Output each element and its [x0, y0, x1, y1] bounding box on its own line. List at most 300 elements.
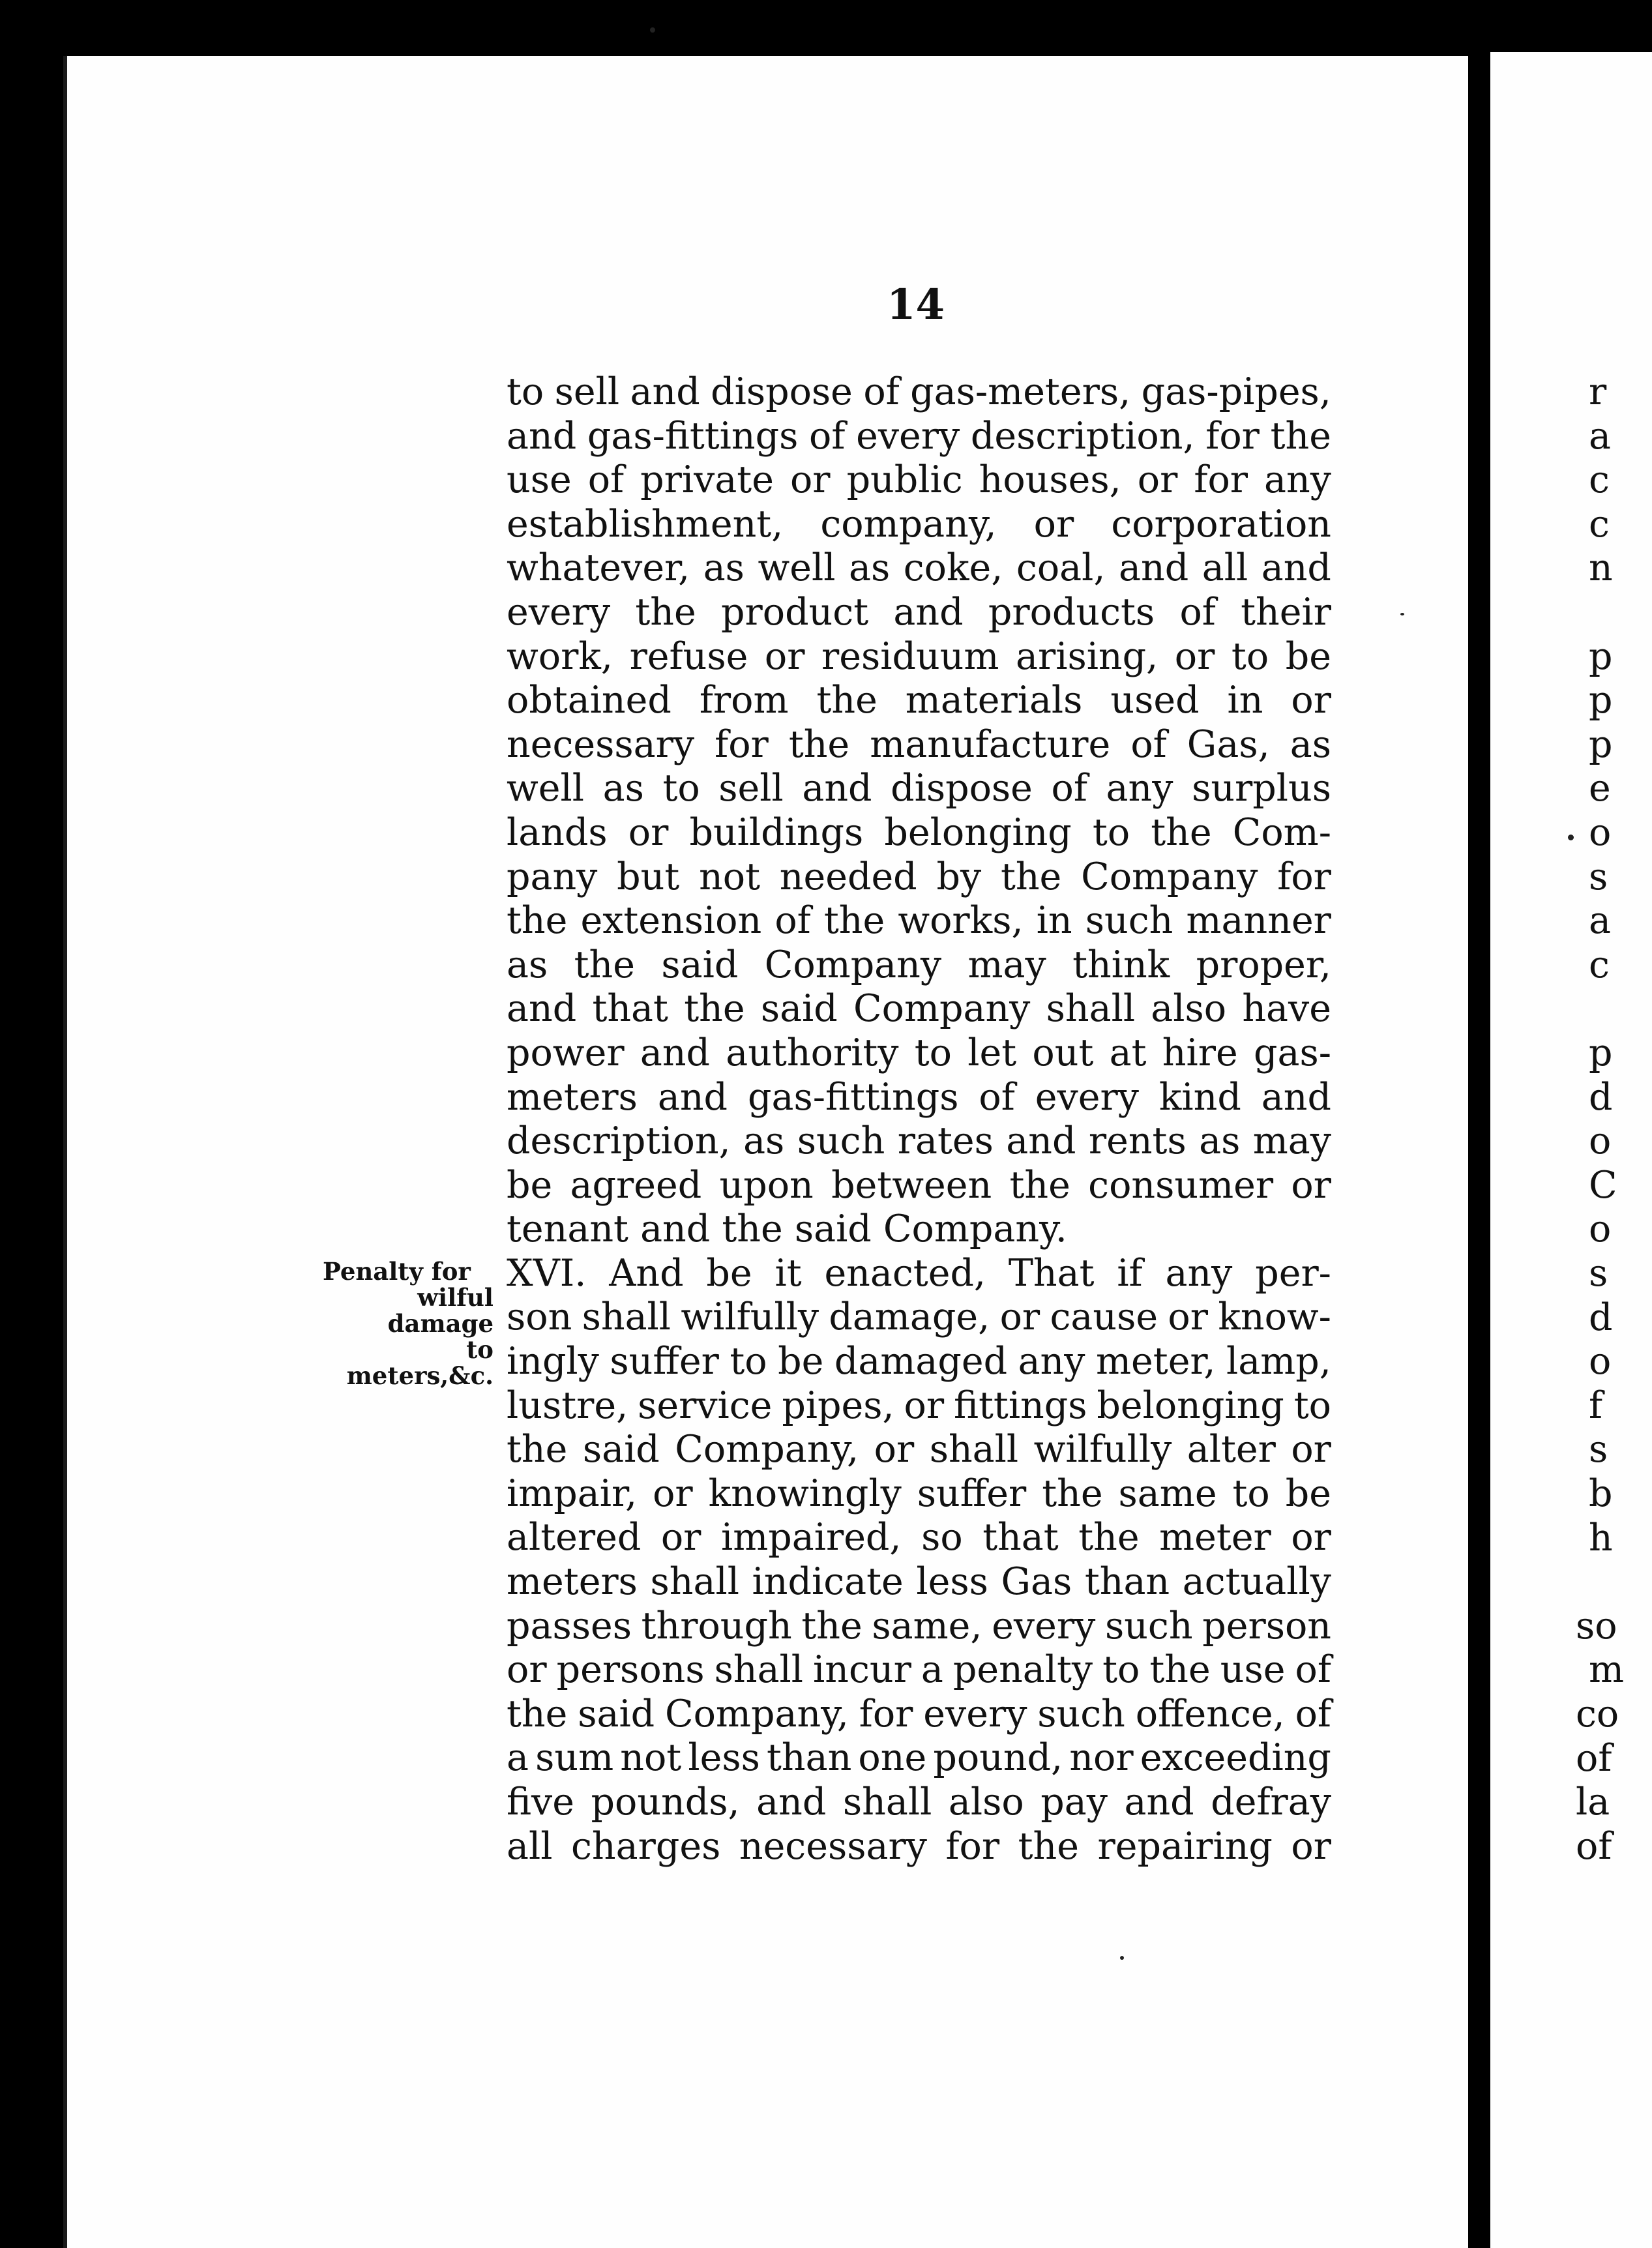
word: whatever,	[507, 546, 690, 590]
word: of	[1295, 1648, 1331, 1692]
text-line	[507, 723, 1331, 767]
word: lamp,	[1226, 1340, 1331, 1383]
next-page-fragment: n	[1589, 546, 1613, 590]
word: or	[628, 810, 669, 854]
word: meter	[1159, 1516, 1271, 1560]
margin-note-line: Penalty for	[323, 1257, 471, 1286]
word: and	[630, 370, 700, 413]
word: establishment,	[507, 502, 784, 546]
word: charges	[570, 1824, 721, 1868]
next-page-fragment: d	[1589, 1295, 1613, 1339]
word: as	[1199, 1119, 1241, 1163]
word: And	[609, 1251, 684, 1295]
word: said	[661, 943, 739, 986]
text-line	[507, 1076, 1331, 1120]
book-page-right-edge	[1490, 52, 1652, 2248]
word: the	[823, 899, 885, 943]
text-line	[507, 1340, 1331, 1384]
word: passes	[507, 1604, 632, 1648]
word: be	[507, 1163, 553, 1207]
word: pipes,	[782, 1383, 894, 1427]
next-page-fragment: o	[1589, 1340, 1612, 1383]
word: as	[743, 1119, 785, 1163]
word: indicate	[752, 1560, 904, 1604]
word: persons	[556, 1648, 705, 1692]
next-page-fragment: p	[1589, 1031, 1613, 1074]
word: through	[641, 1604, 792, 1648]
word: think	[1072, 943, 1170, 986]
word: surplus	[1192, 767, 1331, 810]
text-line	[507, 1384, 1331, 1428]
next-page-fragment: of	[1576, 1824, 1612, 1868]
word: the	[801, 1604, 863, 1648]
word: needed	[779, 855, 917, 898]
word: said	[582, 1428, 660, 1472]
next-page-fragment: r	[1589, 370, 1607, 413]
next-page-fragment: o	[1589, 1207, 1612, 1251]
word: and	[802, 767, 872, 810]
word: wilfully	[681, 1295, 819, 1339]
word: but	[617, 855, 680, 898]
text-line	[507, 987, 1331, 1031]
word: Gas	[1001, 1560, 1072, 1604]
word: gas-	[1253, 1031, 1331, 1074]
word: or	[507, 1648, 547, 1692]
word: Company,	[665, 1692, 849, 1736]
next-page-fragment: la	[1576, 1781, 1610, 1824]
word: than	[766, 1736, 852, 1780]
word: the	[635, 590, 696, 634]
text-line	[507, 1207, 1331, 1252]
word: or	[660, 1516, 701, 1560]
word: Company	[764, 943, 942, 986]
text-line	[507, 1736, 1331, 1781]
text-line	[507, 1031, 1331, 1076]
word: manner	[1186, 899, 1331, 943]
word: agreed	[570, 1163, 702, 1207]
word: the	[816, 679, 878, 722]
word: actually	[1182, 1560, 1331, 1604]
word: person	[1202, 1604, 1331, 1648]
word: their	[1241, 590, 1331, 634]
word: at	[1109, 1031, 1147, 1074]
word: sell	[718, 767, 784, 810]
word: a	[507, 1736, 529, 1780]
text-line	[507, 1516, 1331, 1560]
word: and	[1124, 1781, 1194, 1824]
word: dispose	[891, 767, 1033, 810]
word: fittings	[953, 1383, 1087, 1427]
text-line	[507, 1295, 1331, 1340]
word: belonging	[884, 810, 1072, 854]
word: any	[1264, 458, 1331, 502]
word: hire	[1162, 1031, 1238, 1074]
word: by	[936, 855, 982, 898]
next-page-fragment: of	[1576, 1736, 1612, 1780]
word: not	[699, 855, 760, 898]
text-line	[507, 855, 1331, 900]
text-line-content: tenant and the said Company.	[507, 1207, 1067, 1251]
word: refuse	[629, 634, 748, 678]
word: residuum	[821, 634, 999, 678]
word: a	[921, 1648, 943, 1692]
word: use	[1220, 1648, 1286, 1692]
word: the	[574, 943, 635, 986]
word: same,	[872, 1604, 982, 1648]
word: the	[1078, 1516, 1140, 1560]
word: and	[1119, 546, 1189, 590]
word: in	[1227, 679, 1263, 722]
word: pay	[1040, 1781, 1108, 1824]
word: ingly	[507, 1340, 599, 1383]
word: meters	[507, 1075, 638, 1119]
word: That	[1008, 1251, 1095, 1295]
next-page-fragment: p	[1589, 679, 1613, 722]
word: the	[788, 722, 850, 766]
word: if	[1117, 1251, 1143, 1295]
word: less	[916, 1560, 988, 1604]
next-page-fragment: p	[1589, 634, 1613, 678]
word: said	[578, 1692, 655, 1736]
text-line	[507, 1693, 1331, 1737]
next-page-fragment: c	[1589, 458, 1610, 502]
word: offence,	[1135, 1692, 1285, 1736]
next-page-fragment: p	[1589, 722, 1613, 766]
margin-note	[317, 1258, 494, 1389]
word: every	[1035, 1075, 1139, 1119]
text-line	[507, 591, 1331, 635]
body-text	[507, 370, 1331, 1869]
word: be	[1285, 634, 1331, 678]
next-page-fragment: c	[1589, 502, 1610, 546]
text-line	[507, 1825, 1331, 1869]
word: the	[684, 987, 745, 1031]
word: to	[914, 1031, 952, 1074]
word: obtained	[507, 679, 671, 722]
word: public	[846, 458, 963, 502]
word: repairing	[1097, 1824, 1273, 1868]
word: altered	[507, 1516, 642, 1560]
word: meters	[507, 1560, 638, 1604]
word: Company	[853, 987, 1031, 1031]
word: to	[507, 370, 544, 413]
word: per-	[1255, 1251, 1331, 1295]
word: every	[923, 1692, 1027, 1736]
word: alter	[1187, 1428, 1276, 1472]
text-line	[507, 458, 1331, 503]
word: the	[1270, 414, 1331, 458]
word: coal,	[1016, 546, 1106, 590]
word: coke,	[903, 546, 1003, 590]
next-page-fragment: d	[1589, 1075, 1613, 1119]
word: or	[1291, 1163, 1331, 1207]
word: the	[1000, 855, 1062, 898]
margin-note-line: wilful damage	[387, 1283, 494, 1338]
word: of	[774, 899, 811, 943]
word: Com-	[1232, 810, 1331, 854]
word: wilfully	[1033, 1428, 1172, 1472]
word: than	[1084, 1560, 1170, 1604]
word: and	[657, 1075, 728, 1119]
word: let	[967, 1031, 1017, 1074]
word: pound,	[933, 1736, 1063, 1780]
word: of	[863, 370, 900, 413]
word: be	[1285, 1472, 1331, 1515]
word: to	[1102, 1648, 1140, 1692]
word: from	[699, 679, 789, 722]
scan-speck	[650, 27, 655, 33]
text-line	[507, 943, 1331, 988]
word: XVI.	[507, 1251, 587, 1295]
word: of	[1051, 767, 1087, 810]
word: arising,	[1015, 634, 1158, 678]
word: work,	[507, 634, 613, 678]
word: gas-meters,	[910, 370, 1131, 413]
word: rates	[897, 1119, 994, 1163]
next-page-fragment: C	[1589, 1163, 1617, 1207]
word: meter,	[1096, 1340, 1216, 1383]
word: impaired,	[720, 1516, 902, 1560]
page-number: 14	[887, 280, 945, 329]
word: proper,	[1196, 943, 1331, 986]
text-line	[507, 767, 1331, 811]
word: belonging	[1097, 1383, 1284, 1427]
word: and	[1261, 546, 1331, 590]
word: every	[856, 414, 960, 458]
word: also	[1151, 987, 1227, 1031]
word: and	[1261, 1075, 1331, 1119]
word: necessary	[739, 1824, 927, 1868]
text-line	[507, 1648, 1331, 1693]
word: the	[507, 1428, 568, 1472]
word: products	[988, 590, 1155, 634]
text-line	[507, 370, 1331, 415]
word: service	[638, 1383, 773, 1427]
word: or	[874, 1428, 915, 1472]
word: have	[1242, 987, 1331, 1031]
word: extension	[580, 899, 762, 943]
word: shall	[650, 1560, 739, 1604]
scan-speck	[1120, 1956, 1124, 1960]
word: any	[1018, 1340, 1085, 1383]
word: Company,	[675, 1428, 859, 1472]
word: to	[730, 1340, 767, 1383]
word: for	[1277, 855, 1331, 898]
word: such	[1104, 1604, 1193, 1648]
word: as	[602, 767, 644, 810]
word: product	[721, 590, 869, 634]
word: or	[999, 1295, 1040, 1339]
word: shall	[714, 1648, 804, 1692]
word: shall	[842, 1781, 932, 1824]
word: used	[1110, 679, 1200, 722]
word: may	[1252, 1119, 1331, 1163]
word: pany	[507, 855, 598, 898]
word: it	[774, 1251, 802, 1295]
word: or	[1137, 458, 1178, 502]
word: shall	[582, 1295, 671, 1339]
word: all	[1202, 546, 1248, 590]
word: or	[1291, 1516, 1331, 1560]
text-line	[507, 899, 1331, 943]
word: private	[640, 458, 774, 502]
word: well	[758, 546, 836, 590]
word: incur	[813, 1648, 911, 1692]
word: every	[507, 590, 611, 634]
text-line	[507, 1164, 1331, 1208]
word: in	[1036, 899, 1072, 943]
word: use	[507, 458, 572, 502]
word: power	[507, 1031, 625, 1074]
word: of	[979, 1075, 1015, 1119]
word: nor	[1069, 1736, 1134, 1780]
word: or	[789, 458, 831, 502]
word: or	[1291, 1428, 1331, 1472]
text-line	[507, 1252, 1331, 1296]
word: that	[982, 1516, 1059, 1560]
scan-border-top	[0, 0, 1652, 59]
word: any	[1106, 767, 1173, 810]
word: upon	[719, 1163, 814, 1207]
word: gas-pipes,	[1141, 370, 1331, 413]
word: corporation	[1111, 502, 1331, 546]
word: Company	[1081, 855, 1258, 898]
word: consumer	[1088, 1163, 1274, 1207]
text-line	[507, 1781, 1331, 1825]
text-line	[507, 415, 1331, 459]
word: one	[858, 1736, 927, 1780]
word: said	[760, 987, 838, 1031]
scan-speck	[1400, 613, 1404, 615]
word: sum	[535, 1736, 614, 1780]
next-page-fragment: o	[1589, 811, 1612, 854]
next-page-fragment: o	[1589, 1119, 1612, 1163]
word: for	[715, 722, 769, 766]
word: or	[764, 634, 805, 678]
word: the	[1042, 1472, 1103, 1515]
word: as	[703, 546, 745, 590]
word: also	[948, 1781, 1024, 1824]
word: buildings	[689, 810, 864, 854]
text-line	[507, 503, 1331, 547]
word: that	[592, 987, 668, 1031]
word: not	[620, 1736, 682, 1780]
word: of	[1179, 590, 1216, 634]
word: suffer	[610, 1340, 719, 1383]
margin-note-line: to meters,&c.	[346, 1335, 494, 1390]
word: cause	[1050, 1295, 1158, 1339]
word: such	[797, 1119, 885, 1163]
word: or	[1033, 502, 1074, 546]
word: same	[1118, 1472, 1217, 1515]
word: and	[893, 590, 964, 634]
word: the	[507, 1692, 568, 1736]
word: as	[507, 943, 548, 986]
word: to	[1231, 634, 1269, 678]
text-line	[507, 811, 1331, 855]
word: lustre,	[507, 1383, 628, 1427]
word: kind	[1158, 1075, 1241, 1119]
word: the	[1018, 1824, 1079, 1868]
word: company,	[820, 502, 997, 546]
text-line	[507, 1560, 1331, 1605]
word: son	[507, 1295, 572, 1339]
word: be	[778, 1340, 824, 1383]
word: any	[1165, 1251, 1233, 1295]
word: five	[507, 1781, 574, 1824]
next-page-fragment: s	[1589, 1428, 1608, 1472]
next-page-fragment: so	[1576, 1604, 1617, 1648]
word: of	[1295, 1692, 1331, 1736]
word: enacted,	[824, 1251, 986, 1295]
word: such	[1037, 1692, 1125, 1736]
word: or	[1291, 1824, 1331, 1868]
word: as	[848, 546, 891, 590]
book-gutter	[1468, 52, 1490, 2248]
word: lands	[507, 810, 608, 854]
word: so	[921, 1516, 963, 1560]
text-line	[507, 1428, 1331, 1472]
word: well	[507, 767, 584, 810]
word: such	[1085, 899, 1173, 943]
text-line	[507, 635, 1331, 679]
next-page-fragment: f	[1589, 1383, 1603, 1427]
word: for	[1194, 458, 1248, 502]
word: dispose	[711, 370, 853, 413]
word: authority	[726, 1031, 899, 1074]
word: defray	[1211, 1781, 1331, 1824]
word: the	[1009, 1163, 1070, 1207]
word: for	[1205, 414, 1260, 458]
word: may	[967, 943, 1046, 986]
word: to	[1293, 1383, 1331, 1427]
word: knowingly	[708, 1472, 902, 1515]
word: of	[587, 458, 625, 502]
word: know-	[1218, 1295, 1331, 1339]
word: and	[507, 987, 577, 1031]
word: impair,	[507, 1472, 638, 1515]
word: be	[706, 1251, 752, 1295]
word: and	[756, 1781, 827, 1824]
word: between	[831, 1163, 992, 1207]
word: to	[1092, 810, 1130, 854]
text-line	[507, 1119, 1331, 1164]
word: description,	[970, 414, 1195, 458]
next-page-fragment: a	[1589, 414, 1611, 458]
word: Gas,	[1187, 722, 1270, 766]
text-line	[507, 546, 1331, 591]
word: to	[1232, 1472, 1270, 1515]
word: for	[859, 1692, 913, 1736]
next-page-fragment: a	[1589, 899, 1611, 943]
word: or	[1291, 679, 1331, 722]
word: and	[507, 414, 577, 458]
word: of	[809, 414, 846, 458]
word: description,	[507, 1119, 731, 1163]
word: of	[1130, 722, 1167, 766]
word: damage,	[829, 1295, 990, 1339]
word: pounds,	[591, 1781, 740, 1824]
word: less	[688, 1736, 760, 1780]
next-page-fragment: c	[1589, 943, 1610, 986]
word: all	[507, 1824, 553, 1868]
word: or	[1168, 1295, 1208, 1339]
next-page-fragment: e	[1589, 767, 1611, 810]
word: works,	[898, 899, 1024, 943]
word: or	[653, 1472, 693, 1515]
word: shall	[929, 1428, 1019, 1472]
next-page-fragment: co	[1576, 1693, 1619, 1736]
